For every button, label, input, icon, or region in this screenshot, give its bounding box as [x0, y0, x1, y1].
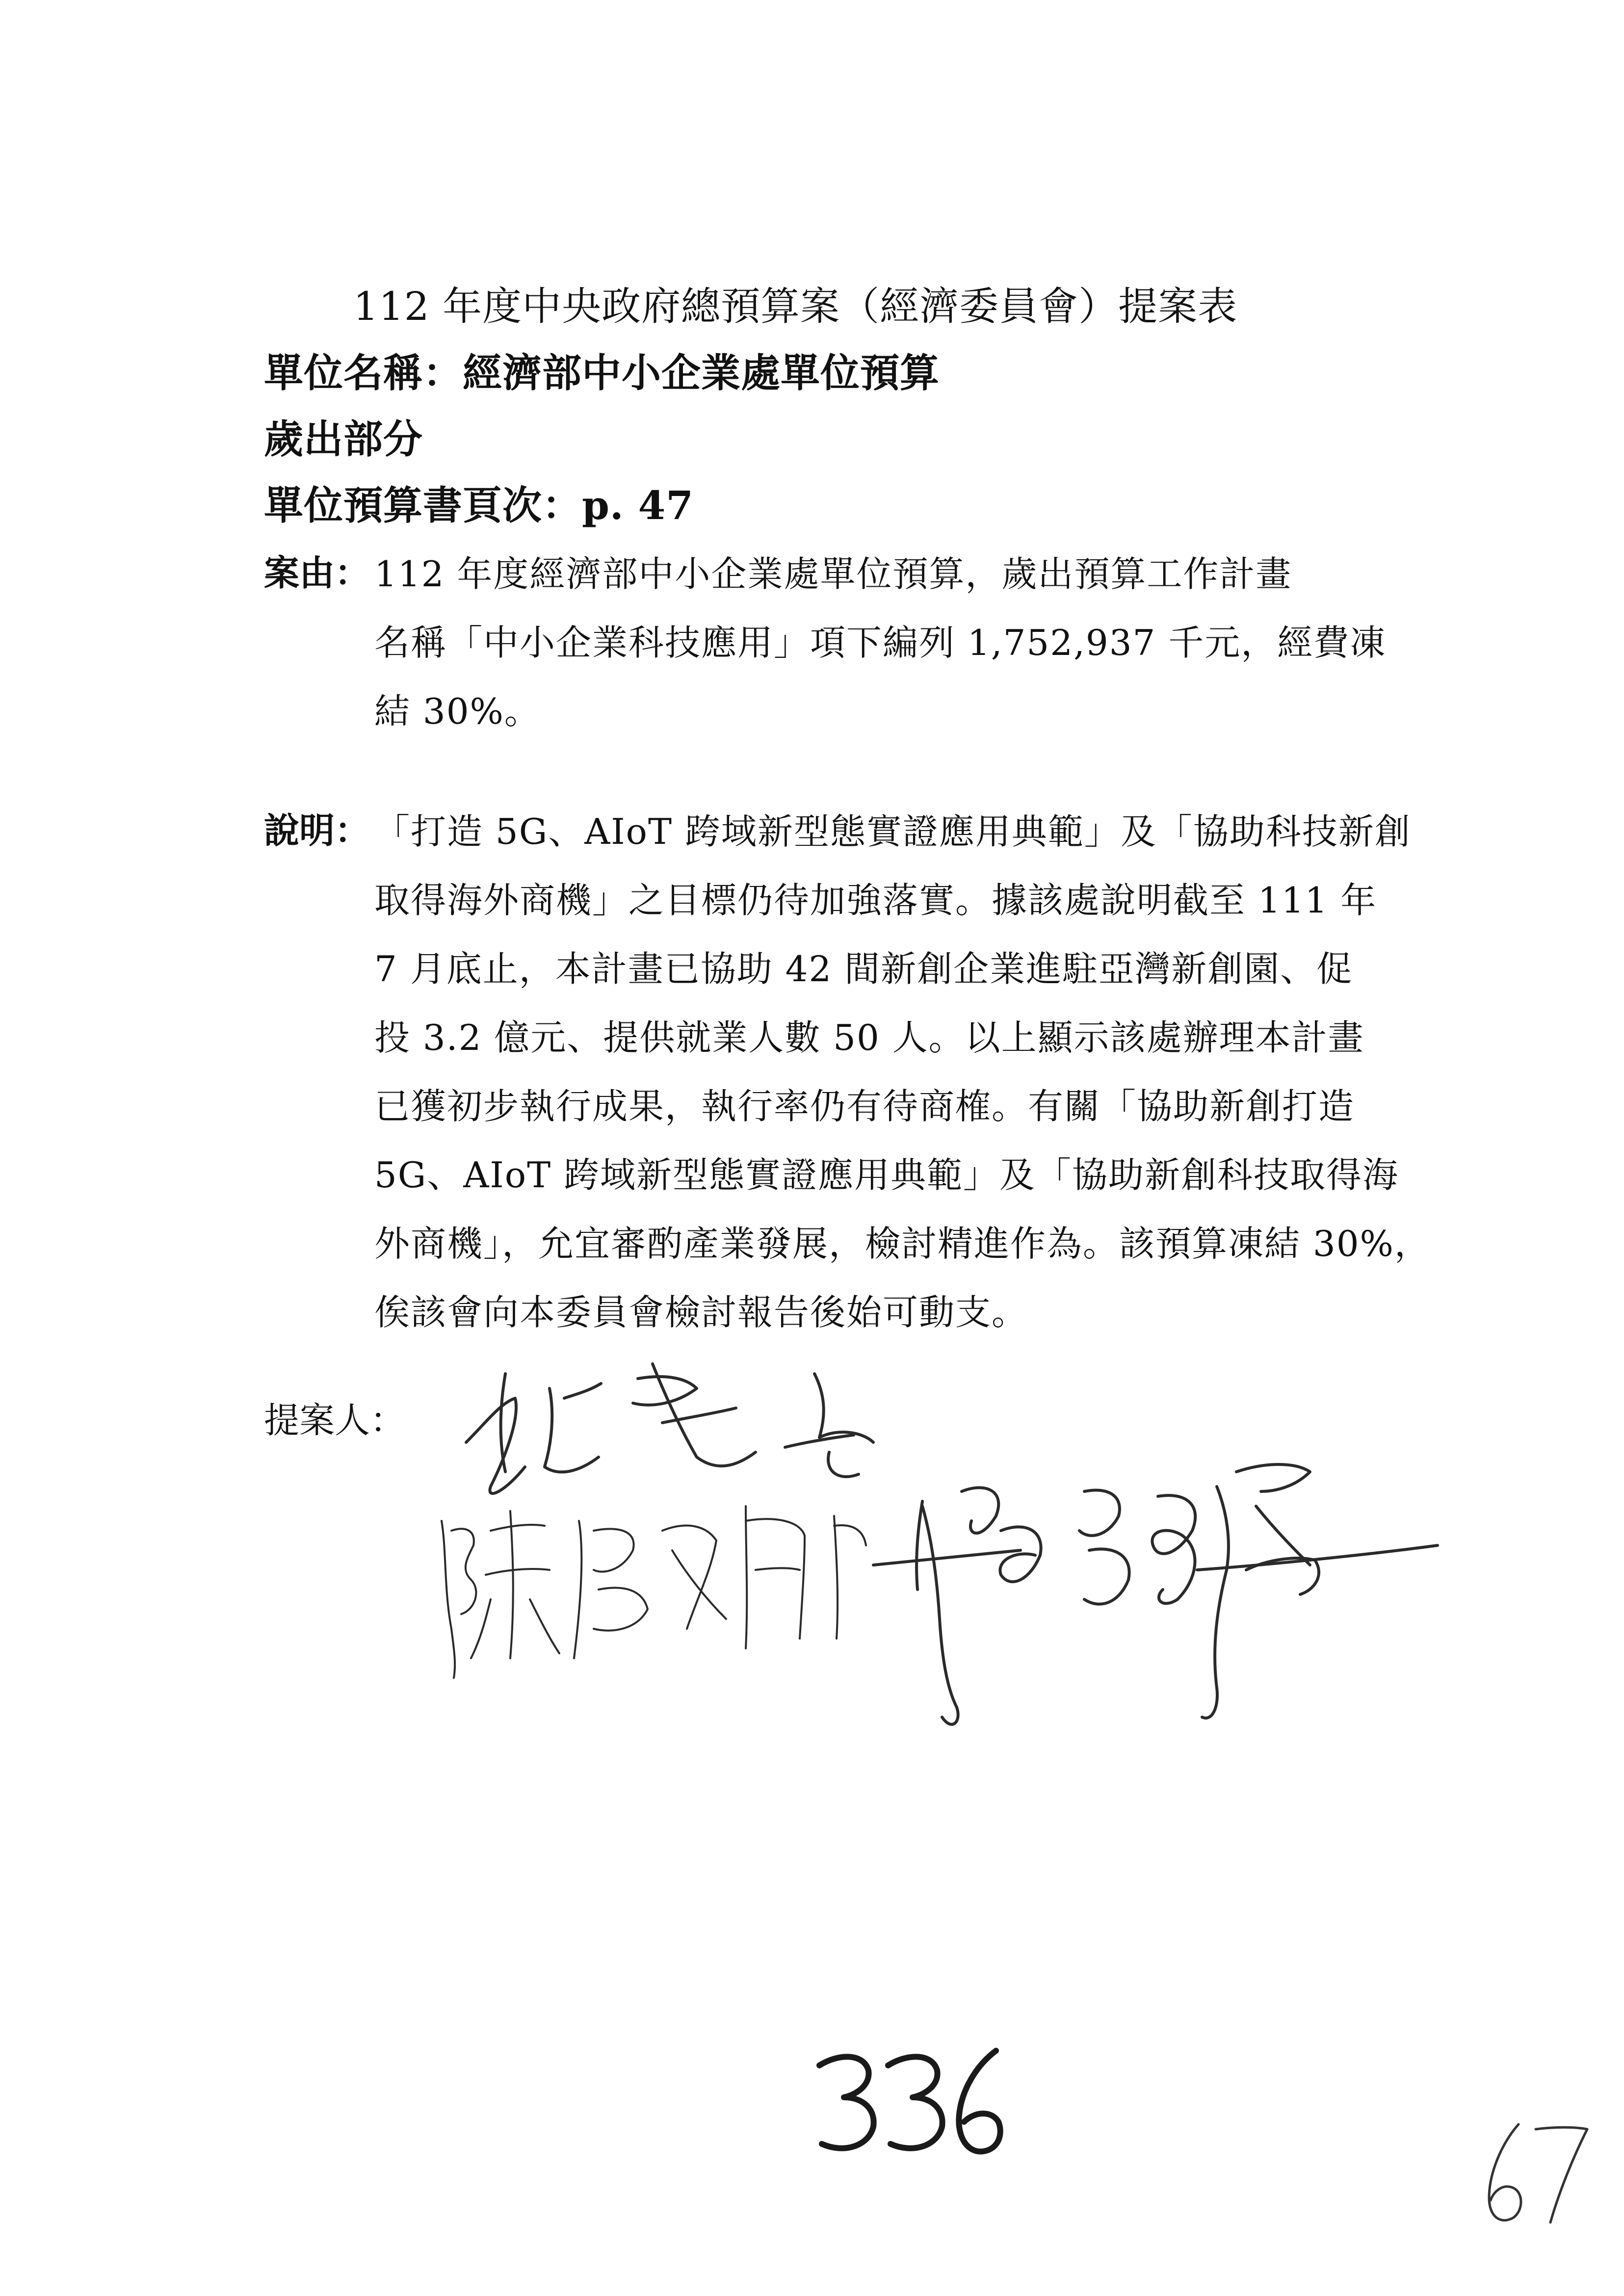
handwritten-signatures — [432, 1344, 1609, 1766]
case-label: 案由： — [264, 552, 370, 594]
description-line: 已獲初步執行成果，執行率仍有待商榷。有關「協助新創打造 — [374, 1086, 1355, 1127]
description-line: 5G、AIoT 跨域新型態實證應用典範」及「協助新創科技取得海 — [374, 1154, 1399, 1196]
document-title: 112 年度中央政府總預算案（經濟委員會）提案表 — [353, 284, 1238, 329]
unit-name: 單位名稱：經濟部中小企業處單位預算 — [264, 350, 940, 396]
description-text — [374, 802, 1431, 1352]
case-text — [374, 545, 1410, 751]
description-line: 投 3.2 億元、提供就業人數 50 人。以上顯示該處辦理本計畫 — [374, 1017, 1364, 1058]
case-line: 名稱「中小企業科技應用」項下編列 1,752,937 千元，經費凍 — [374, 622, 1387, 663]
signature-1 — [466, 1364, 873, 1493]
handwritten-page-number — [810, 2041, 1016, 2164]
handwritten-corner-number — [1472, 2110, 1599, 2237]
description-line: 俟該會向本委員會檢討報告後始可動支。 — [374, 1292, 1028, 1333]
proposer-label: 提案人： — [264, 1400, 406, 1441]
description-line: 取得海外商機」之目標仍待加強落實。據該處說明截至 111 年 — [374, 880, 1377, 921]
signature-3 — [873, 1464, 1438, 1724]
description-line: 7 月底止，本計畫已協助 42 間新創企業進駐亞灣新創園、促 — [374, 948, 1353, 990]
case-line: 結 30%。 — [374, 691, 541, 732]
section-part: 歲出部分 — [264, 416, 423, 462]
description-label: 說明： — [264, 809, 370, 851]
signature-2 — [442, 1506, 866, 1678]
description-line: 「打造 5G、AIoT 跨域新型態實證應用典範」及「協助科技新創 — [374, 811, 1411, 852]
budget-page-reference: 單位預算書頁次：p. 47 — [264, 482, 694, 528]
case-line: 112 年度經濟部中小企業處單位預算，歲出預算工作計畫 — [374, 553, 1292, 595]
description-line: 外商機」，允宜審酌產業發展，檢討精進作為。該預算凍結 30%， — [374, 1223, 1431, 1264]
